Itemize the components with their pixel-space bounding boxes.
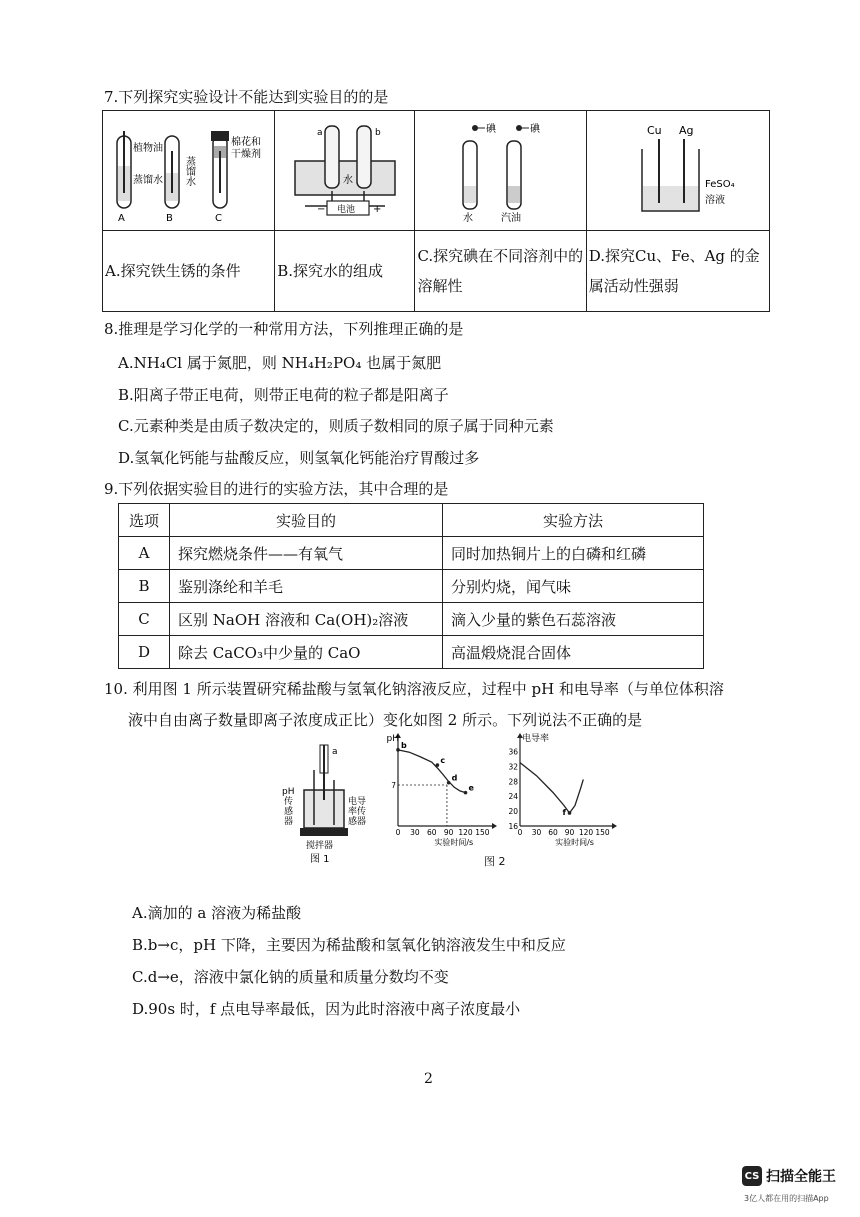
q9-stem: 9.下列依据实验目的进行的实验方法，其中合理的是 (104, 480, 449, 498)
q7c-iodine-label-2: 碘 (530, 124, 541, 135)
q9-cell-method: 滴入少量的紫色石蕊溶液 (443, 603, 704, 636)
q7d-feso4-label: FeSO₄ (704, 179, 735, 190)
table-row (119, 570, 704, 603)
y-tick-label: 36 (508, 747, 518, 757)
q7d-cu-label: Cu (646, 124, 662, 137)
x-axis-label: 实验时间/s (555, 838, 594, 847)
q7d-ag-label: Ag (678, 124, 694, 137)
data-point (568, 811, 572, 815)
fig1-a-label: a (332, 747, 338, 757)
q10-figure-1 (276, 740, 386, 865)
q7-figure-d (586, 111, 769, 231)
q7b-battery-label: 电池 (337, 205, 356, 215)
q7c-dry-label: 干燥剂 (231, 149, 261, 160)
point-label: f (562, 807, 566, 817)
q9-cell-method: 高温煅烧混合固体 (443, 636, 704, 669)
logo-subtitle: 3亿人都在用的扫描App (744, 1194, 829, 1203)
fig1-cond-label-3: 感器 (348, 817, 367, 827)
q7c-water-label: 水 (463, 213, 474, 224)
fig1-ph-label-2: 传 (284, 797, 294, 807)
q7-caption-b: B.探究水的组成 (275, 231, 415, 312)
q8-option-d: D.氢氧化钙能与盐酸反应，则氢氧化钙能治疗胃酸过多 (118, 449, 480, 467)
q9-cell-method: 分别灼烧，闻气味 (443, 570, 704, 603)
x-tick-label: 90 (564, 828, 575, 837)
series-line (520, 763, 583, 813)
point-label: e (468, 783, 474, 793)
y-axis-label: 电导率 (522, 734, 550, 744)
series-line (398, 750, 466, 793)
q10-option-a: A.滴加的 a 溶液为稀盐酸 (132, 904, 302, 922)
q7-caption-d: D.探究Cu、Fe、Ag 的金属活动性强弱 (586, 231, 769, 312)
q10-option-d: D.90s 时，f 点电导率最低，因为此时溶液中离子浓度最小 (132, 1000, 521, 1018)
q7b-water-label: 蒸馏水 (183, 156, 195, 186)
point-label: c (440, 756, 446, 766)
y-axis-label: pH (386, 734, 399, 744)
fig1-ph-label-4: 器 (284, 817, 294, 827)
point-label: d (451, 773, 458, 783)
q7-caption-a: A.探究铁生锈的条件 (103, 231, 275, 312)
ph-chart (384, 732, 500, 850)
table-row (119, 603, 704, 636)
q10-stem-line2: 液中自由离子数量即离子浓度成正比）变化如图 2 所示。下列说法不正确的是 (128, 711, 643, 729)
scanner-logo (742, 1166, 836, 1186)
x-tick-label: 150 (595, 828, 610, 837)
data-point (436, 763, 440, 767)
fig1-caption: 图 1 (310, 854, 330, 865)
q7d-solution-label: 溶液 (704, 195, 725, 206)
conductivity-chart (502, 732, 620, 850)
q10-option-c: C.d→e，溶液中氯化钠的质量和质量分数均不变 (132, 968, 449, 986)
q7-table (102, 110, 770, 312)
point-label: b (401, 740, 407, 750)
q8-stem: 8.推理是学习化学的一种常用方法，下列推理正确的是 (104, 320, 464, 338)
q7c-iodine-label-1: 碘 (486, 124, 497, 135)
q8-option-a: A.NH₄Cl 属于氮肥，则 NH₄H₂PO₄ 也属于氮肥 (118, 354, 442, 372)
q8-option-c: C.元素种类是由质子数决定的，则质子数相同的原子属于同种元素 (118, 417, 554, 435)
fig1-cond-label-1: 电导 (348, 797, 367, 807)
q9-cell-option: D (119, 636, 170, 669)
x-tick-label: 60 (548, 828, 558, 837)
q7-tube-b-label: B (166, 213, 173, 224)
cs-logo-icon: CS (742, 1166, 762, 1186)
x-tick-label: 120 (458, 828, 473, 837)
y-tick-label: 7 (391, 781, 396, 790)
q8-option-b: B.阳离子带正电荷，则带正电荷的粒子都是阳离子 (118, 386, 449, 404)
x-tick-label: 60 (426, 828, 437, 837)
y-tick-label: 32 (508, 762, 518, 772)
q7-stem: 7.下列探究实验设计不能达到实验目的的是 (104, 88, 389, 106)
data-point (464, 791, 468, 795)
q9-cell-purpose: 鉴别涤纶和羊毛 (170, 570, 443, 603)
fig1-ph-label: pH (282, 787, 295, 797)
q9-header-row (119, 504, 704, 537)
q7b-water-label: 水 (343, 175, 354, 186)
x-tick-label: 120 (578, 828, 594, 837)
x-tick-label: 150 (475, 828, 490, 837)
x-tick-label: 0 (517, 828, 523, 837)
q7-tube-c-label: C (215, 213, 222, 224)
x-tick-label: 0 (395, 828, 401, 837)
q7c-gasoline-label: 汽油 (501, 213, 522, 224)
q9-cell-method: 同时加热铜片上的白磷和红磷 (443, 537, 704, 570)
x-axis-arrow-icon (492, 823, 497, 829)
q7-figure-c (415, 111, 586, 231)
table-row (119, 636, 704, 669)
q7-figure-a (103, 111, 275, 231)
fig2-caption: 图 2 (484, 855, 506, 868)
q9-cell-purpose: 区别 NaOH 溶液和 Ca(OH)₂溶液 (170, 603, 443, 636)
q9-cell-option: A (119, 537, 170, 570)
y-tick-label: 16 (508, 822, 518, 831)
q7-caption-c: C.探究碘在不同溶剂中的溶解性 (415, 231, 586, 312)
q9-header-method: 实验方法 (443, 504, 704, 537)
x-tick-label: 30 (410, 828, 420, 837)
x-tick-label: 30 (531, 828, 542, 837)
q10-option-b: B.b→c，pH 下降，主要因为稀盐酸和氢氧化钠溶液发生中和反应 (132, 936, 566, 954)
x-axis-label: 实验时间/s (434, 838, 474, 847)
q9-table (118, 503, 704, 669)
q7c-cotton-label: 棉花和 (231, 137, 261, 148)
y-tick-label: 24 (508, 792, 518, 802)
data-point (396, 748, 400, 752)
q7b-b-label: b (375, 128, 381, 138)
fig1-stirrer-label: 搅拌器 (306, 841, 334, 851)
q9-cell-purpose: 探究燃烧条件——有氧气 (170, 537, 443, 570)
page-number: 2 (424, 1071, 433, 1087)
q9-cell-option: C (119, 603, 170, 636)
logo-name: 扫描全能王 (766, 1169, 836, 1185)
q10-stem-line1: 10. 利用图 1 所示装置研究稀盐酸与氢氧化钠溶液反应，过程中 pH 和电导率（与单位体积溶 (104, 680, 724, 698)
q9-cell-purpose: 除去 CaCO₃中少量的 CaO (170, 636, 443, 669)
q7b-a-label: a (317, 128, 323, 138)
fig1-ph-label-3: 感 (284, 807, 294, 817)
q9-cell-option: B (119, 570, 170, 603)
q9-header-purpose: 实验目的 (170, 504, 443, 537)
fig1-cond-label-2: 率传 (348, 807, 367, 817)
x-axis-arrow-icon (612, 823, 617, 829)
x-tick-label: 90 (443, 828, 454, 837)
y-tick-label: 20 (508, 807, 518, 817)
q7-figure-b (275, 111, 415, 231)
data-point (447, 781, 451, 785)
q7a-oil-label: 植物油 (133, 143, 163, 154)
table-row (119, 537, 704, 570)
q7b-plus-label: + (373, 204, 382, 215)
q7a-water-label: 蒸馏水 (133, 175, 163, 186)
q7-tube-a-label: A (118, 213, 125, 224)
q9-header-option: 选项 (119, 504, 170, 537)
y-tick-label: 28 (508, 777, 518, 787)
q7b-minus-label: − (317, 204, 326, 215)
